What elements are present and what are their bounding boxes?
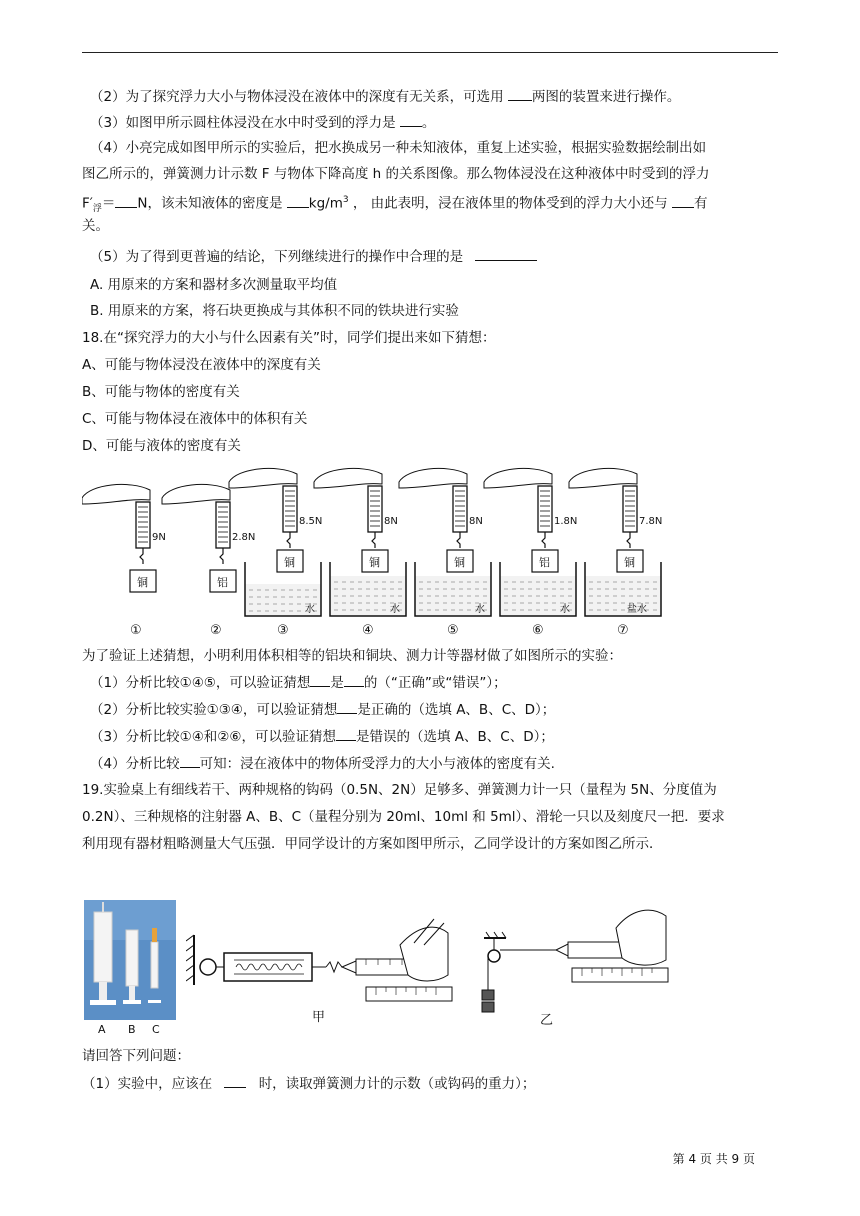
q18-part4: （4）分析比较 可知：浸在液体中的物体所受浮力的大小与液体的密度有关.: [90, 753, 555, 774]
reading-label: 1.8N: [554, 516, 578, 527]
answer-blank[interactable]: [115, 193, 137, 208]
apparatus-panel: [229, 468, 322, 638]
syringe-label-a: A: [98, 1023, 106, 1036]
q17-part4-line3: $F'_浮= N$，该未知液体的密度是 $kg/m^3$ ， 由此表明，浸在液体里的物体受到的浮力大小还与 有: [82, 190, 707, 219]
setup-jia-figure: [186, 905, 456, 1030]
q18-guess-d: D、可能与液体的密度有关: [82, 438, 241, 454]
block-material-label: 铜: [369, 556, 380, 569]
q19-prompt: 请回答下列问题：: [82, 1048, 190, 1064]
spring-scale-icon: [136, 502, 150, 548]
answer-blank[interactable]: [337, 699, 357, 714]
reading-label: 8N: [469, 516, 483, 527]
experiment-number: ①: [130, 623, 142, 638]
liquid-label: 水: [305, 604, 315, 615]
page-footer: 第 4 页 共 9 页: [672, 1152, 755, 1166]
q18-part1: （1）分析比较①④⑤，可以验证猜想 是 的（“正确”或“错误”）；: [90, 672, 507, 693]
block-material-label: 铜: [454, 556, 465, 569]
buoyancy-experiment-figure: [82, 462, 682, 642]
answer-blank[interactable]: [310, 672, 330, 687]
hand-icon: [569, 468, 637, 488]
q17-option-a: A. 用原来的方案和器材多次测量取平均值: [90, 277, 338, 293]
reading-label: 8.5N: [299, 516, 323, 527]
answer-blank[interactable]: [400, 112, 422, 127]
apparatus-panel: [399, 468, 491, 638]
block-material-label: 铝: [217, 576, 228, 589]
q17-part2: （2）为了探究浮力大小与物体浸没在液体中的深度有无关系，可选用 两图的装置来进行操作。: [90, 86, 680, 107]
reading-label: 9N: [152, 532, 166, 543]
q17-part5: （5）为了得到更普遍的结论，下列继续进行的操作中合理的是: [90, 246, 537, 267]
q18-part3: （3）分析比较①④和②⑥，可以验证猜想 是错误的（选填 A、B、C、D）；: [90, 726, 554, 747]
hand-icon: [82, 484, 150, 504]
block-material-label: 铝: [539, 556, 550, 569]
q17-part4-line1: （4）小亮完成如图甲所示的实验后，把水换成另一种未知液体，重复上述实验，根据实验数据绘制出如: [90, 140, 707, 156]
reading-label: 8N: [384, 516, 398, 527]
setup-jia-label: 甲: [312, 1010, 326, 1025]
answer-blank[interactable]: [180, 753, 200, 768]
answer-blank[interactable]: [475, 246, 537, 261]
hand-icon: [162, 484, 230, 504]
hand-icon: [399, 468, 467, 488]
reading-label: 7.8N: [639, 516, 663, 527]
spring-scale-icon: [453, 486, 467, 532]
experiment-number: ⑦: [617, 623, 629, 638]
q18-guess-c: C、可能与物体浸在液体中的体积有关: [82, 411, 308, 427]
apparatus-panel: [82, 484, 166, 638]
answer-blank[interactable]: [508, 86, 532, 101]
answer-blank[interactable]: [672, 193, 694, 208]
experiment-number: ⑤: [447, 623, 459, 638]
experiment-number: ②: [210, 623, 222, 638]
header-rule: [82, 52, 778, 53]
experiment-number: ④: [362, 623, 374, 638]
answer-blank[interactable]: [336, 726, 356, 741]
q18-guess-a: A、可能与物体浸没在液体中的深度有关: [82, 357, 321, 373]
experiment-number: ⑥: [532, 623, 544, 638]
hand-icon: [484, 468, 552, 488]
q18-intro: 为了验证上述猜想，小明利用体积相等的铝块和铜块、测力计等器材做了如图所示的实验：: [82, 648, 622, 664]
syringes-photo: [84, 900, 176, 1036]
q17-part4-line4: 关。: [82, 218, 109, 234]
answer-blank[interactable]: [344, 672, 364, 687]
syringe-label-c: C: [152, 1023, 160, 1036]
q18-stem: 18.在“探究浮力的大小与什么因素有关”时，同学们提出来如下猜想：: [82, 330, 496, 346]
apparatus-panel: [162, 484, 255, 638]
q19-part1: （1）实验中，应该在 时，读取弹簧测力计的示数（或钩码的重力）；: [82, 1073, 535, 1094]
q17-part4-line2: 图乙所示的，弹簧测力计示数 F 与物体下降高度 h 的关系图像。那么物体浸没在这种液体中时受到的浮力: [82, 166, 710, 182]
q19-stem-line3: 利用现有器材粗略测量大气压强．甲同学设计的方案如图甲所示，乙同学设计的方案如图乙所示．: [82, 836, 663, 852]
experiment-number: ③: [277, 623, 289, 638]
liquid-label: 盐水: [627, 604, 647, 615]
block-material-label: 铜: [284, 556, 295, 569]
spring-scale-icon: [623, 486, 637, 532]
block-material-label: 铜: [624, 556, 635, 569]
apparatus-panel: [484, 468, 577, 638]
answer-blank[interactable]: [224, 1073, 246, 1088]
apparatus-panel: [569, 468, 662, 638]
q19-stem-line1: 19.实验桌上有细线若干、两种规格的钩码（0.5N、2N）足够多、弹簧测力计一只（量程为 5N、分度值为: [82, 782, 717, 798]
liquid-label: 水: [475, 604, 485, 615]
q18-guess-b: B、可能与物体的密度有关: [82, 384, 240, 400]
setup-yi-figure: [476, 898, 676, 1030]
setup-yi-label: 乙: [540, 1013, 554, 1028]
hand-icon: [229, 468, 297, 488]
block-material-label: 铜: [137, 576, 148, 589]
spring-scale-icon: [283, 486, 297, 532]
hand-icon: [314, 468, 382, 488]
liquid-label: 水: [390, 604, 400, 615]
spring-scale-icon: [538, 486, 552, 532]
spring-scale-icon: [368, 486, 382, 532]
reading-label: 2.8N: [232, 532, 256, 543]
syringe-label-b: B: [128, 1023, 136, 1036]
answer-blank[interactable]: [287, 193, 309, 208]
q19-stem-line2: 0.2N）、三种规格的注射器 A、B、C（量程分别为 20ml、10ml 和 5ml）、滑轮一只以及刻度尺一把．要求: [82, 809, 725, 825]
q17-part3: （3）如图甲所示圆柱体浸没在水中时受到的浮力是 。: [90, 112, 435, 133]
liquid-label: 水: [560, 604, 570, 615]
spring-scale-icon: [216, 502, 230, 548]
apparatus-panel: [314, 468, 406, 638]
q18-part2: （2）分析比较实验①③④，可以验证猜想 是正确的（选填 A、B、C、D）；: [90, 699, 555, 720]
q17-option-b: B. 用原来的方案，将石块更换成与其体积不同的铁块进行实验: [90, 303, 459, 319]
